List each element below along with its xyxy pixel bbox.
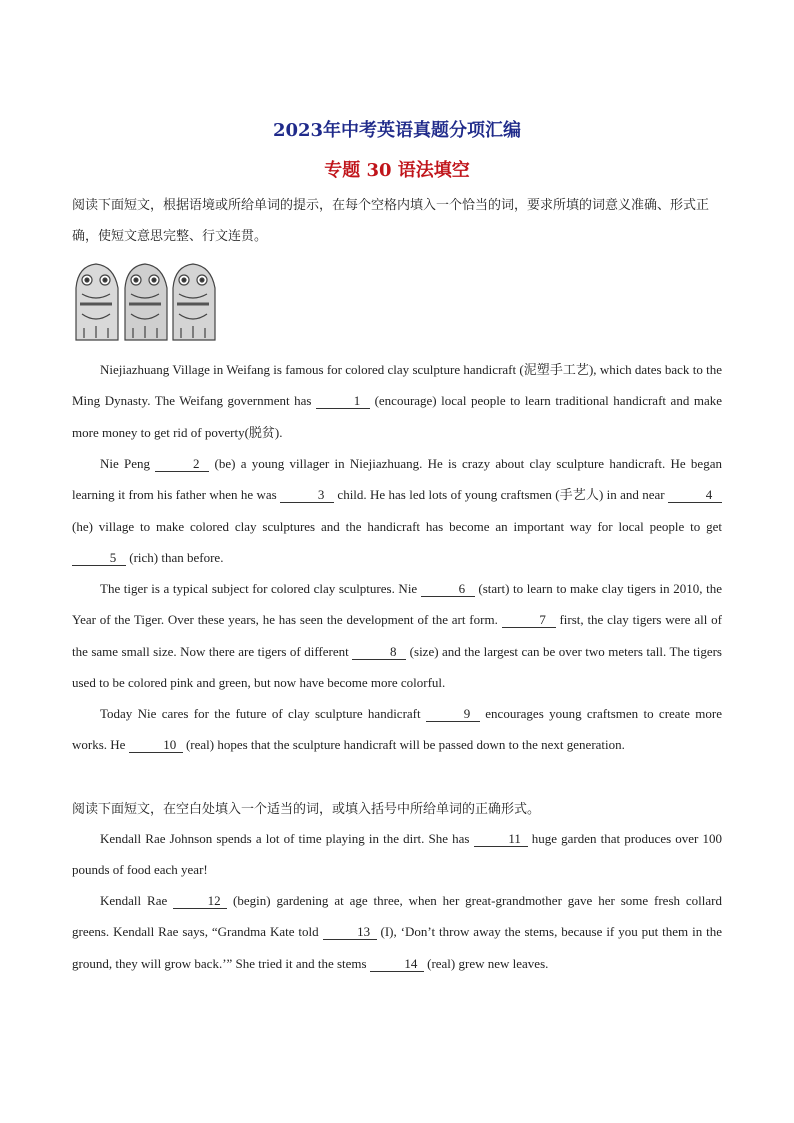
section2-instruction: 阅读下面短文，在空白处填入一个适当的词，或填入括号中所给单词的正确形式。 — [72, 802, 541, 817]
document-subtitle: 专题 30 语法填空 — [324, 160, 470, 181]
tiger-sculpture-right-icon — [173, 264, 215, 340]
tiger-sculpture-left-icon — [76, 264, 118, 340]
clay-tiger-sculptures-illustration — [72, 258, 218, 346]
paragraph-text: Nie Peng — [100, 456, 156, 471]
blank-12[interactable]: 12 — [173, 894, 227, 909]
paragraph-text: first, the clay tigers were all of the same small size. Now there are tigers of different — [72, 612, 722, 659]
paragraph-text: (real) grew new leaves. — [423, 955, 549, 971]
passage1-paragraph-3 — [72, 573, 722, 698]
paragraph-text: Niejiazhuang Village in Weifang is famous for colored clay sculpture handicraft (泥塑手工艺), which dates back to the Ming Dynasty. The Weifang government has — [72, 362, 722, 409]
passage2-paragraph-2 — [72, 885, 722, 979]
blank-1[interactable]: 1 — [316, 394, 370, 409]
paragraph-text: (encourage) local people to learn traditional handicraft and make more money to get rid of poverty(脱贫). — [72, 393, 723, 440]
blank-10[interactable]: 10 — [129, 738, 183, 753]
blank-6[interactable]: 6 — [421, 582, 475, 597]
blank-11[interactable]: 11 — [474, 832, 528, 847]
blank-8[interactable]: 8 — [352, 645, 406, 660]
paragraph-text: child. He has led lots of young craftsmen (手艺人) in and near — [334, 487, 668, 503]
passage2-paragraph-1 — [72, 823, 722, 886]
blank-2[interactable]: 2 — [155, 457, 209, 472]
paragraph-text: (real) hopes that the sculpture handicraft will be passed down to the next generation. — [182, 737, 625, 753]
blank-4[interactable]: 4 — [668, 488, 722, 503]
paragraph-text: (begin) gardening at age three, when her great-grandmother gave her some fresh collard greens. Kendall Rae says, “Grandma Kate told — [72, 893, 722, 940]
paragraph-text: The tiger is a typical subject for colored clay sculptures. Nie — [100, 581, 421, 596]
paragraph-text: (be) a young villager in Niejiazhuang. He is crazy about clay sculpture handicraft. He began learning it from his father when he was — [72, 456, 722, 503]
blank-9[interactable]: 9 — [426, 707, 480, 722]
paragraph-text: (rich) than before. — [126, 549, 224, 565]
paragraph-text: (start) to learn to make clay tigers in 2010, the Year of the Tiger. Over these years, he has seen the development of the art form. — [72, 581, 722, 628]
paragraph-text: huge garden that produces over 100 pounds of food each year! — [72, 831, 722, 878]
paragraph-text: Today Nie cares for the future of clay sculpture handicraft — [100, 706, 426, 721]
paragraph-text: (I), ‘Don’t throw away the stems, because if you put them in the ground, they will grow back.’” She tried it and the stems — [72, 924, 723, 971]
blank-14[interactable]: 14 — [370, 957, 424, 972]
document-title: 2023年中考英语真题分项汇编 — [272, 120, 522, 141]
paragraph-text: encourages young craftsmen to create more works. He — [72, 706, 722, 753]
passage1-paragraph-4 — [72, 698, 722, 761]
paragraph-text: Kendall Rae Johnson spends a lot of time playing in the dirt. She has — [100, 831, 474, 846]
passage1-paragraph-1 — [72, 354, 722, 448]
section1-instruction: 阅读下面短文，根据语境或所给单词的提示，在每个空格内填入一个恰当的词，要求所填的词意义准确、形式正确，使短文意思完整、行文连贯。 — [72, 198, 710, 244]
blank-13[interactable]: 13 — [323, 925, 377, 940]
paragraph-text: (he) village to make colored clay sculptures and the handicraft has become an important way for local people to get — [72, 518, 722, 534]
passage1-paragraph-2 — [72, 448, 722, 573]
blank-3[interactable]: 3 — [280, 488, 334, 503]
blank-7[interactable]: 7 — [502, 613, 556, 628]
paragraph-text: (size) and the largest can be over two meters tall. The tigers used to be colored pink and green, but now have become more colorful. — [72, 643, 722, 690]
blank-5[interactable]: 5 — [72, 551, 126, 566]
paragraph-text: Kendall Rae — [100, 893, 174, 908]
tiger-sculpture-middle-icon — [125, 264, 167, 340]
